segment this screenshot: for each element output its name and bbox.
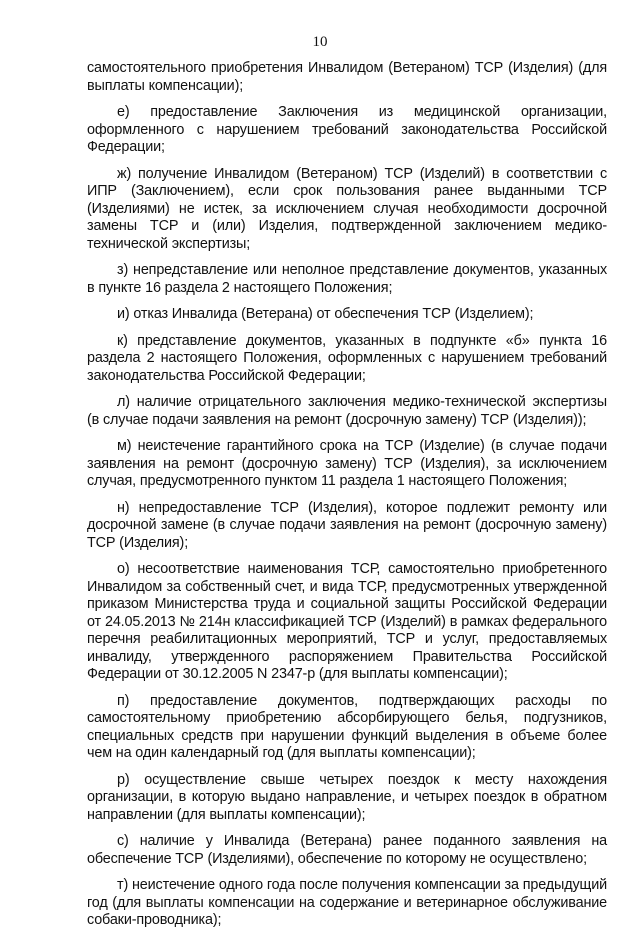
paragraph-item-n: н) непредоставление ТСР (Изделия), которое подлежит ремонту или досрочной замене (в случае подачи заявления на ремонт (досрочную замену) ТСР (Изделия); [87, 499, 607, 551]
paragraph-item-i: и) отказ Инвалида (Ветерана) от обеспечения ТСР (Изделием); [117, 306, 534, 322]
paragraph-item-z: з) непредставление или неполное представление документов, указанных в пункте 16 раздела 2 настоящего Положения; [87, 262, 607, 296]
paragraph-item-k: к) представление документов, указанных в подпункте «б» пункта 16 раздела 2 настоящего Положения, оформленных с нарушением требований законодательства Российской Федерации; [87, 332, 607, 384]
paragraph-item-p: п) предоставление документов, подтверждающих расходы по самостоятельному приобретению абсорбирующего белья, подгузников, специальных средств при нарушении функций выделения в объеме более чем на один календарный год (для выплаты компенсации); [87, 692, 607, 761]
page-number: 10 [312, 34, 328, 50]
paragraph-item-m: м) неистечение гарантийного срока на ТСР (Изделие) (в случае подачи заявления на ремонт (досрочную замену) ТСР (Изделия), за исключением случая, предусмотренного пунктом 11 раздела 1 настоящего Положения; [87, 438, 607, 489]
paragraph-continuation: самостоятельного приобретения Инвалидом (Ветераном) ТСР (Изделия) (для выплаты компенсации); [87, 60, 607, 94]
paragraph-item-r: р) осуществление свыше четырех поездок к месту нахождения организации, в которую выдано направление, и четырех поездок в обратном направлении (для выплаты компенсации); [87, 771, 607, 823]
paragraph-item-e: е) предоставление Заключения из медицинской организации, оформленного с нарушением требований законодательства Российской Федерации; [87, 104, 607, 155]
paragraph-item-s: с) наличие у Инвалида (Ветерана) ранее поданного заявления на обеспечение ТСР (Изделиями), обеспечение по которому не осуществлено; [87, 833, 607, 867]
paragraph-item-l: л) наличие отрицательного заключения медико-технической экспертизы (в случае подачи заявления на ремонт (досрочную замену) ТСР (Изделия)); [87, 394, 607, 428]
paragraph-item-o: о) несоответствие наименования ТСР, самостоятельно приобретенного Инвалидом за собственный счет, и вида ТСР, предусмотренных утвержденной приказом Министерства труда и социальной защиты Российской Федерации от 24.05.2013 № 214н классификацией ТСР (Изделий) в рамках федерального перечня реабилитационных мероприятий, ТСР и услуг, предоставляемых инвалиду, утвержденного распоряжением Правительства Российской Федерации от 30.12.2005 N 2347-р (для выплаты компенсации); [87, 561, 607, 682]
document-body [87, 60, 607, 939]
paragraph-item-zh: ж) получение Инвалидом (Ветераном) ТСР (Изделий) в соответствии с ИПР (Заключением), если срок пользования ранее выданными ТСР (Изделиями) не истек, за исключением случая необходимости досрочной замены ТСР и (или) Изделия, подтвержденной заключением медико-технической экспертизы; [87, 165, 607, 252]
paragraph-item-t: т) неистечение одного года после получения компенсации за предыдущий год (для выплаты компенсации на содержание и ветеринарное обслуживание собаки-проводника); [87, 877, 607, 928]
